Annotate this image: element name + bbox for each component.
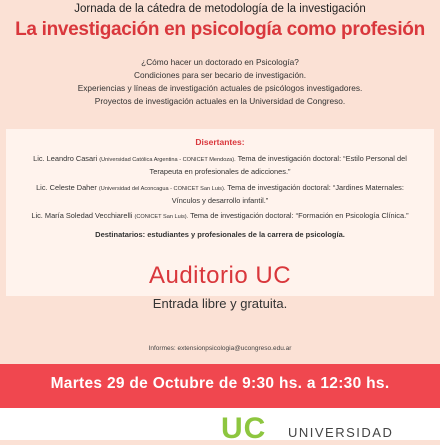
- entry-note: Entrada libre y gratuita.: [152, 296, 288, 311]
- topic-item: Proyectos de investigación actuales en la Universidad de Congreso.: [94, 96, 346, 106]
- speaker-name: Lic. Leandro Casari: [33, 154, 98, 163]
- speaker-topic: Tema de investigación doctoral: “Formación en Psicología Clínica.”: [190, 211, 409, 220]
- event-subtitle: Jornada de la cátedra de metodología de la investigación: [74, 3, 366, 15]
- speaker-affiliation: (Universidad del Aconcagua - CONICET San Luis).: [98, 186, 226, 192]
- speaker-topic: Tema de investigación doctoral: “Jardines Maternales:: [227, 183, 404, 192]
- speaker-topic-continued: Vínculos y desarrollo infantil.”: [171, 196, 269, 205]
- speaker-affiliation: (Universidad Católica Argentina - CONICET Mendoza).: [99, 157, 236, 163]
- topics-list: [0, 56, 440, 108]
- speaker-topic-continued: Terapeuta en profesionales de adicciones.”: [149, 167, 291, 176]
- page-title: La investigación en psicología como profesión: [15, 19, 425, 40]
- recipients-note: Destinatarios: estudiantes y profesionales de la carrera de psicología.: [95, 230, 345, 239]
- venue-title: Auditorio UC: [148, 262, 292, 289]
- speaker-name: Lic. María Soledad Vecchiarelli: [31, 211, 133, 220]
- speaker-vecchiarelli: [14, 210, 426, 223]
- speakers-heading: Disertantes:: [195, 137, 245, 147]
- contact-info: Informes: extensionpsicologia@ucongreso.edu.ar: [148, 345, 292, 352]
- topic-item: Condiciones para ser becario de investigación.: [133, 70, 307, 80]
- speaker-affiliation: (CONICET San Luis).: [134, 214, 189, 220]
- speaker-casari: [14, 153, 426, 177]
- topic-item: Experiencias y líneas de investigación actuales de psicólogos investigadores.: [77, 83, 363, 93]
- speaker-name: Lic. Celeste Daher: [36, 183, 97, 192]
- speaker-daher: [14, 182, 426, 206]
- event-date: Martes 29 de Octubre de 9:30 hs. a 12:30 hs.: [50, 375, 390, 392]
- speaker-topic: Tema de investigación doctoral: “Estilo Personal del: [237, 154, 407, 163]
- university-logo-mark: UC: [221, 412, 267, 445]
- topic-item: ¿Cómo hacer un doctorado en Psicología?: [141, 57, 299, 67]
- university-logo-text: UNIVERSIDAD: [288, 425, 394, 440]
